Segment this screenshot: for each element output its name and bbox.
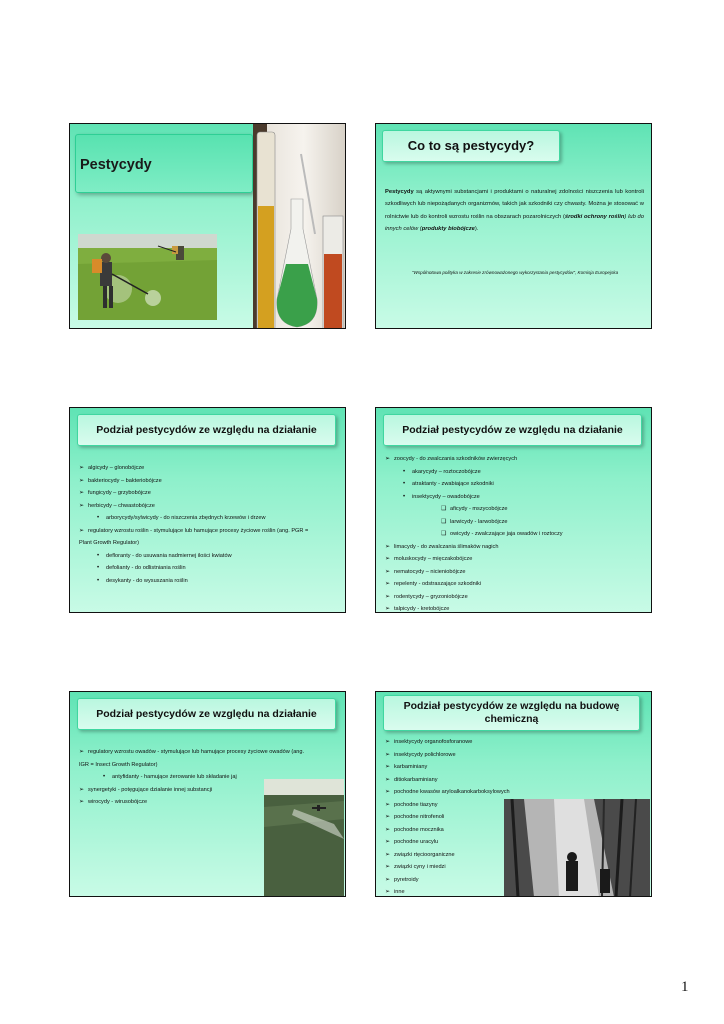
bullet-marker: ➢ (385, 876, 391, 883)
list-item (385, 541, 563, 554)
list-item (385, 811, 510, 824)
bullet-marker: ➢ (385, 556, 391, 562)
bullet-marker: • (97, 565, 100, 571)
list-item-text: regulatory wzrostu roślin - stymulujące lub hamujące procesy życiowe roślin (ang. PGR = (88, 527, 309, 534)
bullet-marker: ➢ (385, 593, 391, 600)
list-item (79, 462, 308, 475)
list-item-text: akarycydy – roztoczobójcze (412, 468, 481, 475)
bullet-marker: ➢ (79, 502, 85, 509)
page-number: 1 (681, 979, 689, 995)
list-item (385, 749, 510, 762)
list-item-text: Plant Growth Regulator) (79, 540, 140, 546)
list-item-text: algicydy – glonobójcze (88, 465, 145, 471)
list-item-text: insektycydy polichlorowe (394, 751, 456, 758)
list-item-text: pochodne tiazyny (394, 801, 438, 808)
list-item (385, 516, 563, 529)
list-item-text: insektycydy organofosforanowe (394, 739, 473, 745)
definition-biocides: produkty biobójcze (421, 226, 475, 233)
bullet-marker: ➢ (385, 801, 391, 808)
list-item (385, 578, 563, 591)
farmer-spraying-photo (78, 234, 217, 320)
bullet-marker: ❑ (441, 506, 447, 512)
list-item-text: związki rtęcioorganiczne (394, 851, 455, 858)
bullet-marker: ❑ (441, 531, 447, 537)
list-item (385, 528, 563, 541)
bullet-marker: ➢ (385, 739, 391, 745)
bullet-marker: ➢ (385, 889, 391, 895)
laboratory-glassware-illustration (253, 124, 345, 329)
list-item (79, 562, 308, 575)
list-item (385, 849, 510, 862)
definition-term: Pestycydy (385, 189, 414, 195)
slide-podzial-budowa (375, 691, 652, 897)
slide-title: Podział pestycydów ze względu na działanie (96, 424, 317, 436)
list-item (79, 550, 308, 563)
list-item-text: desykanty - do wysuszania roślin (106, 577, 188, 584)
list-item-text: IGR = Insect Growth Regulator) (79, 761, 158, 768)
list-item (385, 478, 563, 491)
list-item-text: owicydy - zwalczające jaja owadów i roztoczy (450, 531, 563, 537)
slide-co-to-sa-pestycydy (375, 123, 652, 329)
bullet-marker: • (97, 515, 100, 521)
bullet-marker: ➢ (79, 749, 85, 755)
list-item (385, 566, 563, 579)
slide-podzial-dzialanie-1 (69, 407, 346, 613)
bullet-marker: • (403, 468, 406, 475)
definition-text-2: ) lub do innych celów ( (385, 213, 644, 233)
list-item (79, 537, 308, 550)
laboratory-glassware-photo (253, 124, 345, 329)
bullet-marker: ➢ (385, 839, 391, 845)
list-item-text: talpicydy - kretobójcze (394, 606, 450, 612)
slide-title: Pestycydy (80, 157, 152, 173)
list-item-text: karbaminiany (394, 764, 428, 770)
slide-pestycydy (69, 123, 346, 329)
list-item (385, 874, 510, 887)
bullet-marker: ➢ (385, 568, 391, 575)
list-item-text: inne (394, 889, 405, 895)
list-item (79, 746, 304, 759)
list-item-text: moluskocydy – mięczakobójcze (394, 556, 473, 562)
source-citation: "Wspólnotowa polityka w zakresie zrównoważonego wykorzystania pestycydów", Komisja Europejska (411, 270, 619, 275)
list-item (385, 453, 563, 466)
bullet-list (385, 736, 510, 897)
slide-podzial-dzialanie-2 (375, 407, 652, 613)
slide-title-box (383, 414, 642, 446)
list-item-text: zoocydy - do zwalczania szkodników zwierzęcych (394, 456, 518, 462)
list-item (79, 500, 308, 513)
bullet-list (79, 462, 308, 587)
list-item (385, 553, 563, 566)
list-item-text: limacydy - do zwalczania ślimaków nagich (394, 543, 499, 550)
slide-title: Podział pestycydów ze względu na budowę chemiczną (403, 700, 620, 725)
bullet-marker: • (403, 493, 406, 500)
bullet-marker: ➢ (385, 789, 391, 795)
list-item (79, 512, 308, 525)
list-item-text: pochodne mocznika (394, 826, 444, 833)
list-item-text: pochodne nitrofenoli (394, 814, 445, 820)
slide-title: Co to są pestycydy? (407, 138, 535, 153)
list-item (385, 503, 563, 516)
list-item-text: związki cyny i miedzi (394, 864, 446, 870)
bullet-marker: ➢ (79, 786, 85, 793)
list-item-text: larwicydy - larwobójcze (450, 518, 508, 525)
forest-spraying-illustration (504, 799, 650, 897)
list-item-text: pyretroidy (394, 876, 419, 883)
bullet-marker: ➢ (385, 864, 391, 870)
list-item (385, 786, 510, 799)
list-item (385, 774, 510, 787)
bullet-marker: ➢ (79, 477, 85, 484)
list-item (385, 491, 563, 504)
list-item-text: defloranty - do usuwania nadmiernej ilości kwiatów (106, 552, 232, 559)
bullet-marker: • (97, 552, 100, 559)
bullet-marker: • (403, 481, 406, 487)
slide-title: Podział pestycydów ze względu na działanie (402, 424, 623, 436)
list-item-text: herbicydy – chwastobójcze (88, 502, 155, 509)
bullet-marker: ➢ (385, 826, 391, 833)
slide-title-box (75, 134, 253, 193)
list-item-text: regulatory wzrostu owadów - stymulujące lub hamujące procesy życiowe owadów (ang. (88, 749, 305, 755)
slide-title-box (77, 414, 336, 446)
pesticide-definition (385, 186, 644, 236)
list-item-text: pochodne uracylu (394, 839, 439, 845)
list-item-text: insektycydy – owadobójcze (412, 493, 480, 500)
bullet-marker: ➢ (79, 490, 85, 496)
definition-text-3: ). (474, 226, 479, 233)
bullet-list (385, 453, 563, 613)
list-item (385, 861, 510, 874)
farmer-spraying-illustration (78, 234, 217, 320)
slide-title: Podział pestycydów ze względu na działanie (96, 708, 317, 720)
definition-text-1: są aktywnymi substancjami i produktami o naturalnej zdolności niszczenia lub kontroli szkodliwych lub niepożądanych organizmów, takich jak szkodniki czy chwasty. Można je stosować w rolnictwie lub do kontroli wzrostu roślin na obszarach pozarolniczych ( (385, 189, 644, 220)
slide-title-box (77, 698, 336, 730)
list-item-text: arborycydy/sylwicydy - do niszczenia zbędnych krzewów i drzew (106, 515, 266, 521)
list-item (385, 799, 510, 812)
crop-duster-aerial-photo (264, 779, 344, 896)
list-item-text: ditiokarbaminiany (394, 776, 438, 783)
list-item (79, 575, 308, 588)
list-item-text: repelenty - odstraszające szkodniki (394, 581, 482, 587)
list-item (385, 466, 563, 479)
list-item-text: bakteriocydy – bakteriobójcze (88, 477, 162, 484)
crop-duster-illustration (264, 779, 344, 896)
bullet-marker: ➢ (79, 799, 85, 805)
slide-podzial-dzialanie-3 (69, 691, 346, 897)
bullet-marker: ➢ (385, 581, 391, 587)
definition-plant-protection: środki ochrony roślin (564, 213, 625, 220)
list-item-text: nematocydy – nicieniobójcze (394, 568, 466, 575)
list-item (385, 886, 510, 897)
list-item (79, 759, 304, 772)
list-item (79, 487, 308, 500)
bullet-marker: ➢ (385, 543, 391, 550)
list-item (385, 824, 510, 837)
list-item (385, 836, 510, 849)
list-item-text: antyfidanty - hamujące żerowanie lub składanie jaj (112, 774, 237, 780)
list-item (385, 761, 510, 774)
list-item (79, 525, 308, 538)
list-item (385, 591, 563, 604)
bullet-marker: ➢ (79, 527, 85, 534)
list-item-text: fungicydy – grzybobójcze (88, 490, 151, 496)
slide-title-box (382, 130, 560, 162)
list-item-text: pochodne kwasów aryloalkanokarboksylowych (394, 789, 510, 795)
bullet-marker: ➢ (385, 751, 391, 758)
bullet-marker: • (97, 577, 100, 584)
list-item-text: rodentycydy – gryzoniobójcze (394, 593, 468, 600)
list-item (79, 475, 308, 488)
slide-title-box (383, 695, 640, 731)
list-item (385, 736, 510, 749)
bullet-marker: • (103, 774, 106, 780)
list-item-text: defolianty - do odlistniania roślin (106, 565, 186, 571)
list-item-text: aficydy - mszycobójcze (450, 506, 508, 512)
bullet-marker: ➢ (385, 776, 391, 783)
bullet-marker: ➢ (385, 851, 391, 858)
list-item-text: synergetyki - potęgujące działanie innej substancji (88, 786, 213, 793)
bullet-marker: ➢ (385, 764, 391, 770)
bullet-marker: ➢ (79, 465, 85, 471)
list-item-text: atraktanty - zwabiające szkodniki (412, 481, 494, 487)
bullet-marker: ➢ (385, 456, 391, 462)
bullet-marker: ➢ (385, 606, 391, 612)
bullet-marker: ➢ (385, 814, 391, 820)
bullet-marker: ❑ (441, 518, 447, 525)
forest-spraying-photo (504, 799, 650, 897)
list-item-text: wirocydy - wirusobójcze (88, 799, 148, 805)
list-item (385, 603, 563, 613)
